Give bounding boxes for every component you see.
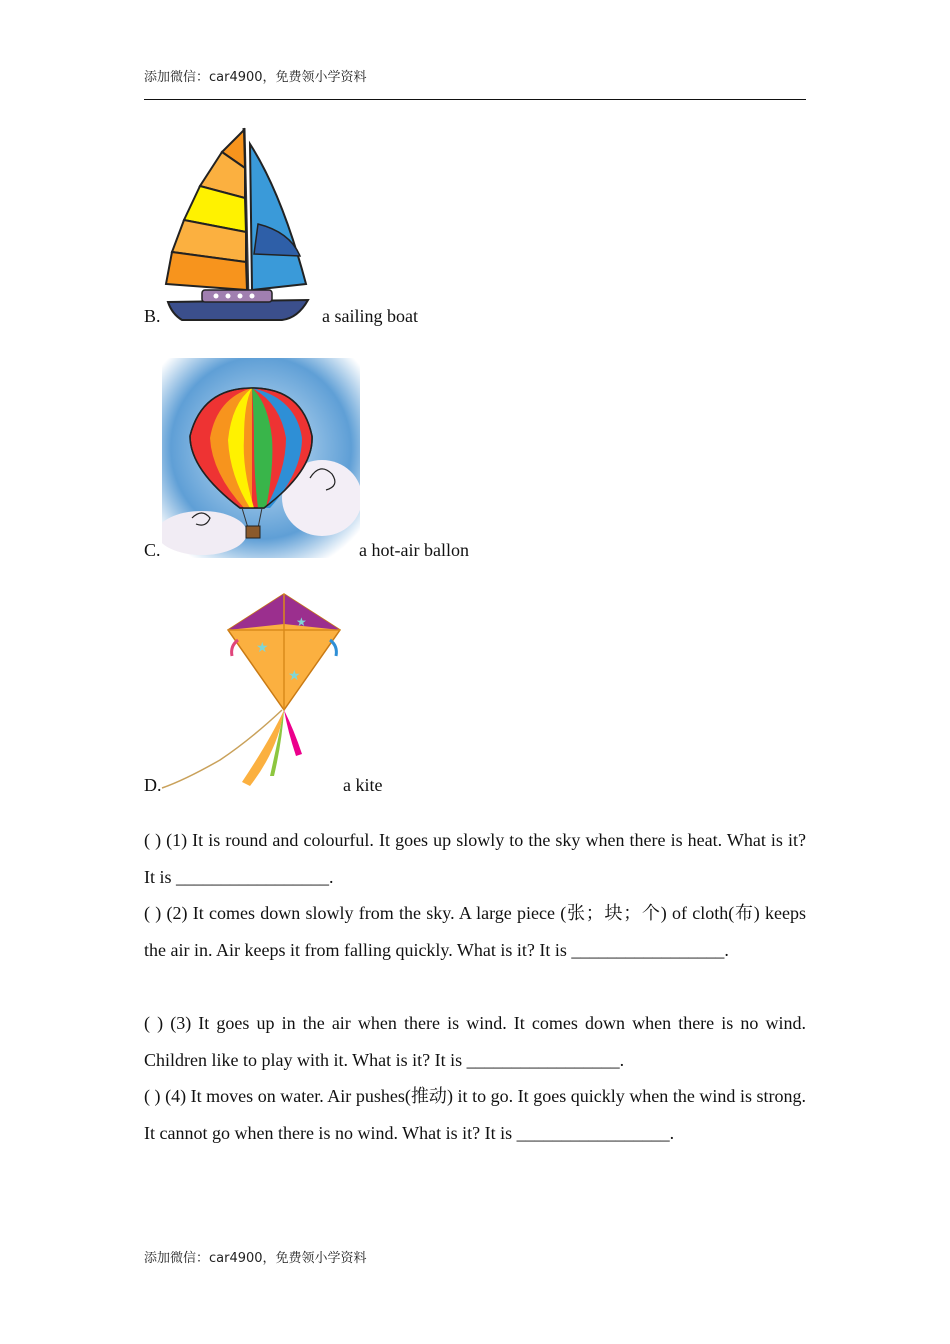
option-c-label: a hot-air ballon	[359, 540, 469, 560]
header-divider	[144, 99, 806, 100]
question-4: ( ) (4) It moves on water. Air pushes(推动) it to go. It goes quickly when the wind is strong. It cannot go when there is no wind. What is it? It is _________________.	[144, 1086, 806, 1143]
question-3: ( ) (3) It goes up in the air when there is wind. It comes down when there is no wind. Children like to play with it. What is it? It is _________________.	[144, 1013, 806, 1070]
svg-text:★: ★	[256, 641, 269, 656]
hot-air-balloon-illustration	[162, 358, 360, 558]
question-2: ( ) (2) It comes down slowly from the sky. A large piece (张；块；个) of cloth(布) keeps the air in. Air keeps it from falling quickly. What is it? It is _________________.	[144, 903, 806, 960]
option-c-letter: C.	[144, 540, 161, 560]
svg-text:★: ★	[296, 615, 307, 629]
sailing-boat-illustration	[162, 124, 314, 324]
question-1: ( ) (1) It is round and colourful. It goes up slowly to the sky when there is heat. What is it? It is _________________.	[144, 830, 806, 887]
option-d-label: a kite	[343, 775, 383, 795]
page-footer: 添加微信：car4900，免费领小学资料	[144, 1251, 367, 1266]
page-header: 添加微信：car4900，免费领小学资料	[144, 70, 367, 85]
option-b-label: a sailing boat	[322, 306, 418, 326]
option-b-letter: B.	[144, 306, 161, 326]
kite-illustration	[160, 590, 345, 790]
svg-text:★: ★	[288, 669, 301, 684]
option-d-letter: D.	[144, 775, 162, 795]
